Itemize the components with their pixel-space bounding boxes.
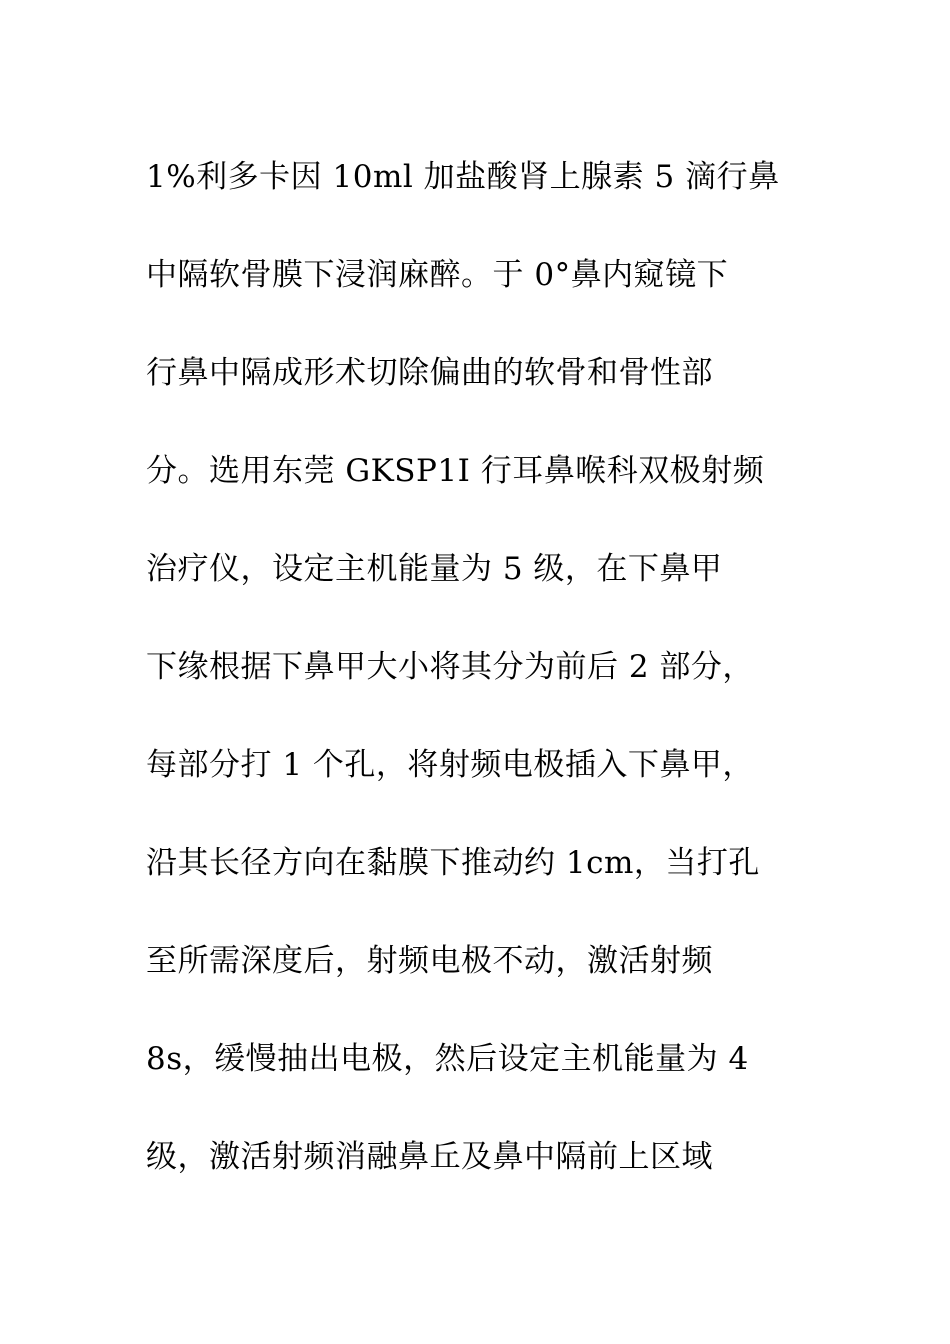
- text-line-7: 每部分打 1 个孔，将射频电极插入下鼻甲，: [146, 747, 754, 783]
- text-line-10: 8s，缓慢抽出电极，然后设定主机能量为 4: [146, 1041, 749, 1077]
- text-line-3: 行鼻中隔成形术切除偏曲的软骨和骨性部: [146, 355, 713, 391]
- text-line-1: 1%利多卡因 10ml 加盐酸肾上腺素 5 滴行鼻: [146, 159, 780, 195]
- text-line-6: 下缘根据下鼻甲大小将其分为前后 2 部分，: [146, 649, 754, 685]
- text-line-9: 至所需深度后，射频电极不动，激活射频: [146, 943, 713, 979]
- text-line-11: 级，激活射频消融鼻丘及鼻中隔前上区域: [146, 1139, 713, 1175]
- text-line-2: 中隔软骨膜下浸润麻醉。于 0°鼻内窥镜下: [146, 257, 729, 293]
- body-text: [146, 128, 826, 1206]
- text-line-8: 沿其长径方向在黏膜下推动约 1cm，当打孔: [146, 845, 760, 881]
- text-line-4: 分。选用东莞 GKSP1I 行耳鼻喉科双极射频: [146, 453, 765, 489]
- text-line-5: 治疗仪，设定主机能量为 5 级，在下鼻甲: [146, 551, 723, 587]
